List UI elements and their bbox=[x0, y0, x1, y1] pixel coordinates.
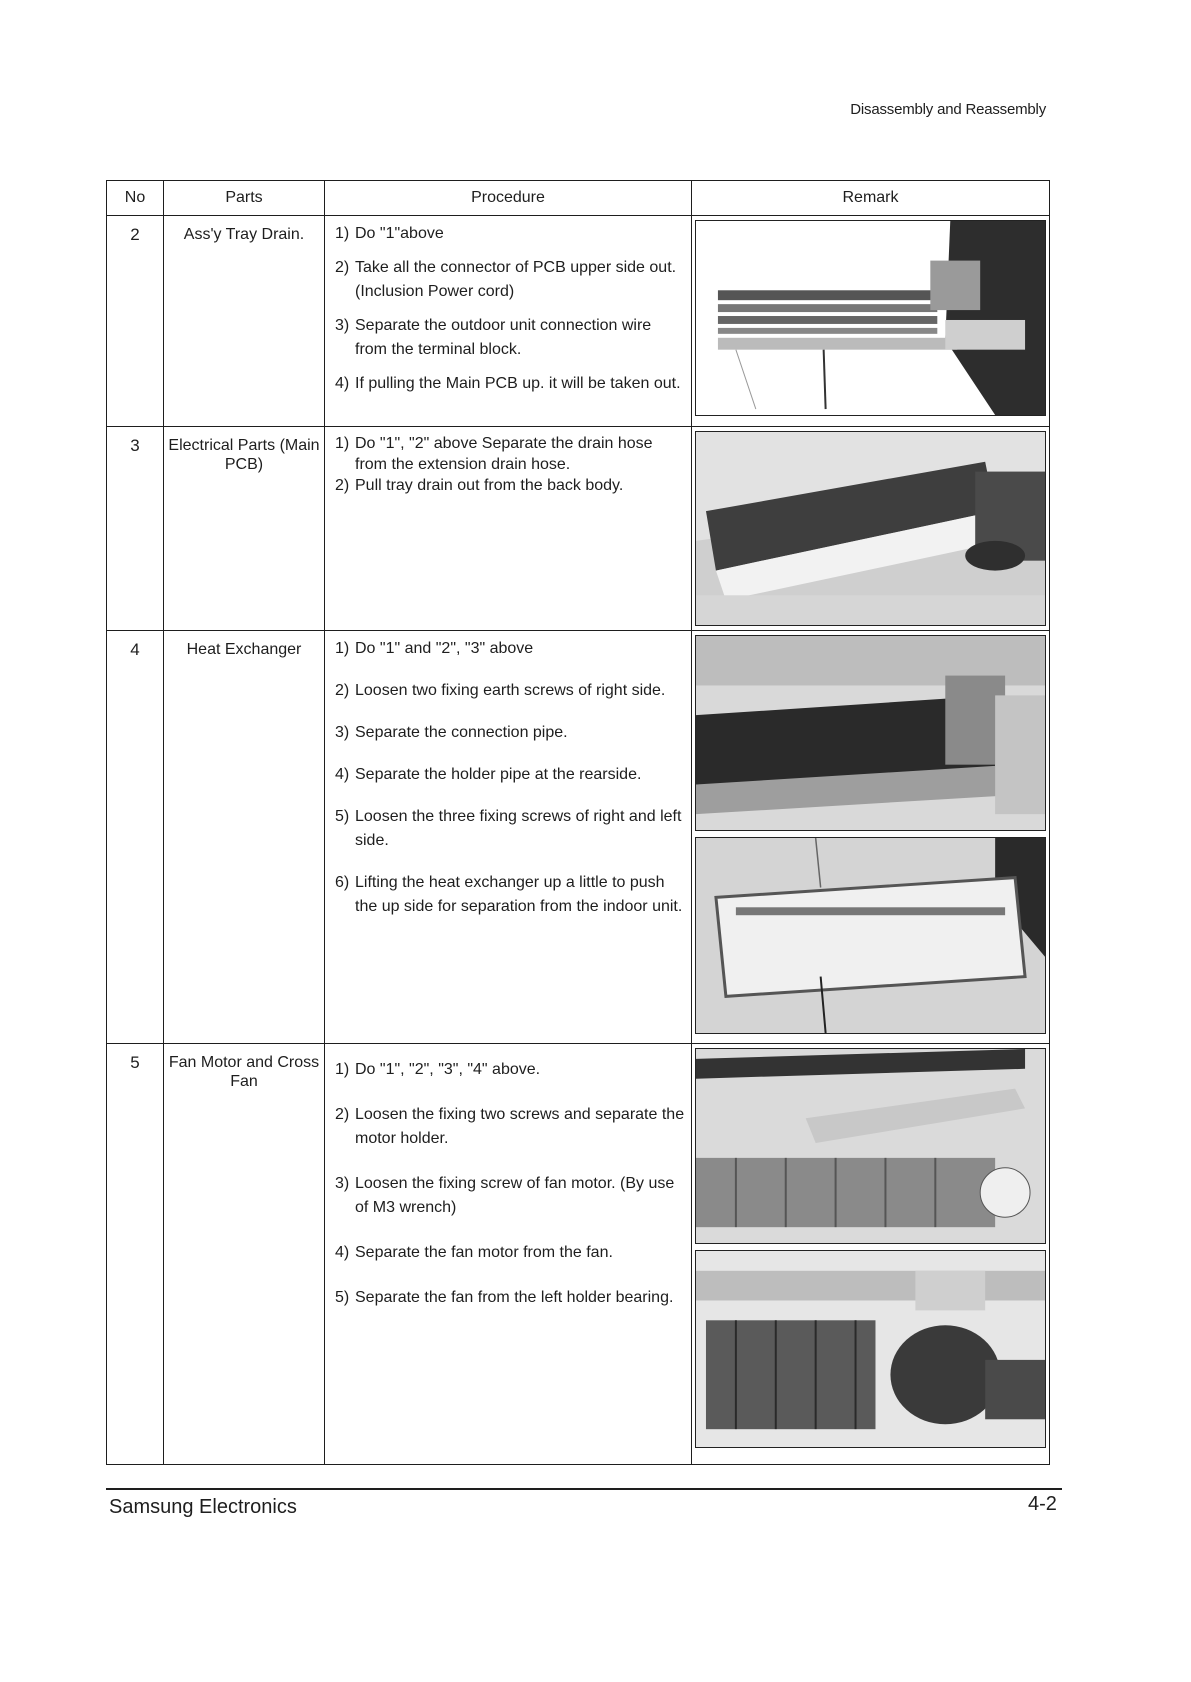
procedure-step: 3) Separate the outdoor unit connection wire from the terminal block. bbox=[335, 317, 652, 359]
table-header-row bbox=[107, 181, 1050, 216]
remark-cell bbox=[692, 631, 1050, 1043]
fan-motor-photo bbox=[695, 1250, 1046, 1448]
row-number: 2 bbox=[107, 216, 164, 427]
row-number: 3 bbox=[107, 426, 164, 631]
procedure-step: 2) Pull tray drain out from the back body. bbox=[335, 476, 624, 494]
procedure-step: 2) Take all the connector of PCB upper side out. (Inclusion Power cord) bbox=[335, 259, 677, 301]
row-number: 5 bbox=[107, 1043, 164, 1464]
procedure-step: 5) Separate the fan from the left holder bearing. bbox=[335, 1288, 674, 1306]
remark-cell bbox=[692, 216, 1050, 427]
procedure-step: 4) Separate the fan motor from the fan. bbox=[335, 1243, 613, 1261]
table-row bbox=[107, 1043, 1050, 1464]
table-row bbox=[107, 631, 1050, 1043]
table-row bbox=[107, 216, 1050, 427]
part-name: Fan Motor and Cross Fan bbox=[164, 1043, 325, 1464]
column-header-parts: Parts bbox=[164, 181, 325, 216]
procedure-step: 6) Lifting the heat exchanger up a little to push the up side for separation from the indoor unit. bbox=[335, 874, 683, 916]
part-name: Electrical Parts (Main PCB) bbox=[164, 426, 325, 631]
heat-exchanger-photo-2 bbox=[695, 837, 1046, 1034]
part-name: Heat Exchanger bbox=[164, 631, 325, 1043]
procedure-step: 1) Do "1" and "2", "3" above bbox=[335, 640, 534, 658]
procedure-step: 2) Loosen the fixing two screws and separate the motor holder. bbox=[335, 1105, 685, 1147]
disassembly-table bbox=[106, 180, 1050, 1465]
procedure-cell bbox=[325, 216, 692, 427]
procedure-step: 3) Loosen the fixing screw of fan motor. (By use of M3 wrench) bbox=[335, 1174, 675, 1216]
remark-cell bbox=[692, 1043, 1050, 1464]
procedure-cell bbox=[325, 631, 692, 1043]
procedure-step: 4) If pulling the Main PCB up. it will be taken out. bbox=[335, 375, 681, 393]
section-title: Disassembly and Reassembly bbox=[850, 101, 1046, 118]
footer-brand: Samsung Electronics bbox=[109, 1496, 297, 1518]
row-number: 4 bbox=[107, 631, 164, 1043]
procedure-step: 5) Loosen the three fixing screws of right and left side. bbox=[335, 808, 682, 850]
procedure-step: 2) Loosen two fixing earth screws of right side. bbox=[335, 682, 666, 700]
indoor-unit-photo bbox=[695, 220, 1046, 416]
column-header-procedure: Procedure bbox=[325, 181, 692, 216]
column-header-remark: Remark bbox=[692, 181, 1050, 216]
procedure-cell bbox=[325, 426, 692, 631]
part-name: Ass'y Tray Drain. bbox=[164, 216, 325, 427]
procedure-step: 1) Do "1", "2" above Separate the drain hose from the extension drain hose. bbox=[335, 434, 653, 473]
footer-rule bbox=[106, 1488, 1062, 1490]
procedure-step: 1) Do "1", "2", "3", "4" above. bbox=[335, 1060, 541, 1078]
procedure-step: 4) Separate the holder pipe at the rearside. bbox=[335, 766, 642, 784]
procedure-step: 1) Do "1"above bbox=[335, 225, 444, 243]
table-row bbox=[107, 426, 1050, 631]
page-number: 4-2 bbox=[1028, 1493, 1057, 1515]
procedure-cell bbox=[325, 1043, 692, 1464]
tray-drain-photo bbox=[695, 431, 1046, 626]
remark-cell bbox=[692, 426, 1050, 631]
procedure-step: 3) Separate the connection pipe. bbox=[335, 724, 568, 742]
column-header-no: No bbox=[107, 181, 164, 216]
cross-fan-photo bbox=[695, 1048, 1046, 1244]
heat-exchanger-photo-1 bbox=[695, 635, 1046, 831]
